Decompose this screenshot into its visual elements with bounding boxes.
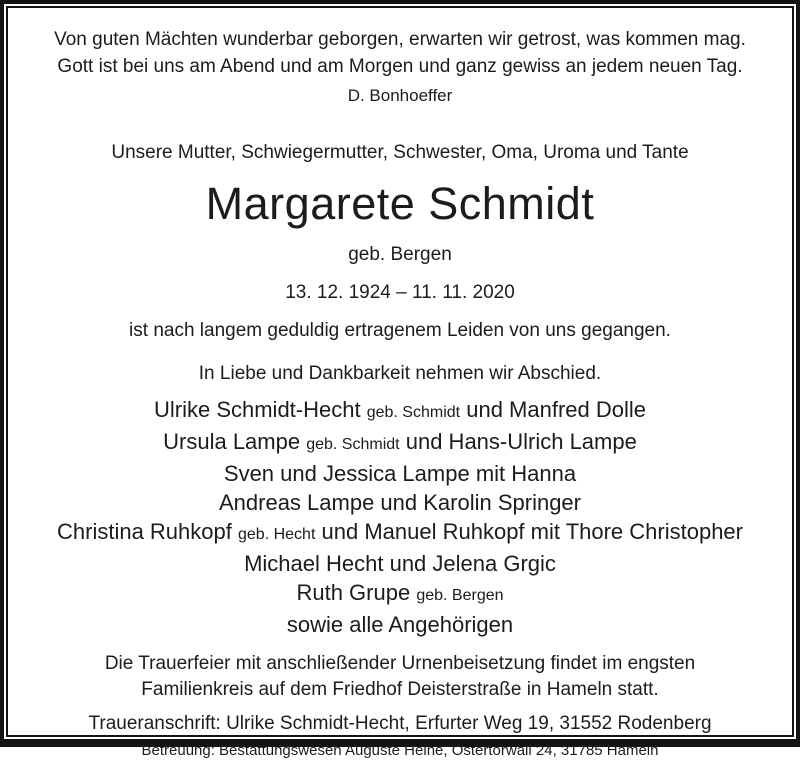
person-name-segment: Ruth Grupe bbox=[296, 580, 411, 605]
maiden-name: geb. Bergen bbox=[348, 244, 452, 265]
maiden-name-segment: geb. Bergen bbox=[416, 587, 504, 604]
mourner-line bbox=[20, 427, 780, 459]
funeral-info bbox=[20, 651, 780, 703]
mourner-line bbox=[20, 578, 780, 610]
mourners-list bbox=[20, 395, 780, 639]
address-line: Traueranschrift: Ulrike Schmidt-Hecht, Erfurter Weg 19, 31552 Rodenberg bbox=[88, 713, 712, 734]
passing-line: ist nach langem geduldig ertragenem Leiden von uns gegangen. bbox=[129, 320, 671, 341]
care-line: Betreuung: Bestattungswesen Auguste Heine, Ostertorwall 24, 31785 Hameln bbox=[141, 742, 659, 759]
person-name-segment: und Manfred Dolle bbox=[466, 397, 647, 422]
farewell-line: In Liebe und Dankbarkeit nehmen wir Abschied. bbox=[198, 363, 602, 384]
quote-attribution: D. Bonhoeffer bbox=[347, 86, 453, 105]
person-name-segment: Ursula Lampe bbox=[163, 429, 301, 454]
mourner-line bbox=[20, 610, 780, 639]
maiden-name-segment: geb. Schmidt bbox=[366, 404, 461, 421]
person-name-segment: und Manuel Ruhkopf mit Thore Christopher bbox=[321, 519, 743, 544]
quote bbox=[20, 26, 780, 80]
mourner-line bbox=[20, 488, 780, 517]
person-name-segment: Michael Hecht und Jelena Grgic bbox=[244, 551, 556, 576]
life-dates: 13. 12. 1924 – 11. 11. 2020 bbox=[285, 282, 515, 303]
obituary-content bbox=[6, 6, 794, 759]
person-name-segment: sowie alle Angehörigen bbox=[286, 612, 514, 637]
mourner-line bbox=[20, 549, 780, 578]
mourner-line bbox=[20, 459, 780, 488]
person-name-segment: Sven und Jessica Lampe mit Hanna bbox=[223, 461, 577, 486]
deceased-name: Margarete Schmidt bbox=[205, 178, 595, 229]
funeral-line-2: Familienkreis auf dem Friedhof Deisterstraße in Hameln statt. bbox=[141, 679, 659, 700]
maiden-name-segment: geb. Schmidt bbox=[306, 436, 400, 453]
relation-line: Unsere Mutter, Schwiegermutter, Schwester, Oma, Uroma und Tante bbox=[111, 142, 689, 163]
person-name-segment: Ulrike Schmidt-Hecht bbox=[153, 397, 361, 422]
person-name-segment: Andreas Lampe und Karolin Springer bbox=[218, 490, 581, 515]
quote-line-2: Gott ist bei uns am Abend und am Morgen und ganz gewiss an jedem neuen Tag. bbox=[57, 56, 743, 77]
person-name-segment: und Hans-Ulrich Lampe bbox=[405, 429, 637, 454]
mourner-line bbox=[20, 517, 780, 549]
mourner-line bbox=[20, 395, 780, 427]
person-name-segment: Christina Ruhkopf bbox=[57, 519, 232, 544]
maiden-name-segment: geb. Hecht bbox=[238, 526, 316, 543]
funeral-line-1: Die Trauerfeier mit anschließender Urnenbeisetzung findet im engsten bbox=[104, 653, 696, 674]
quote-line-1: Von guten Mächten wunderbar geborgen, erwarten wir getrost, was kommen mag. bbox=[54, 29, 746, 50]
